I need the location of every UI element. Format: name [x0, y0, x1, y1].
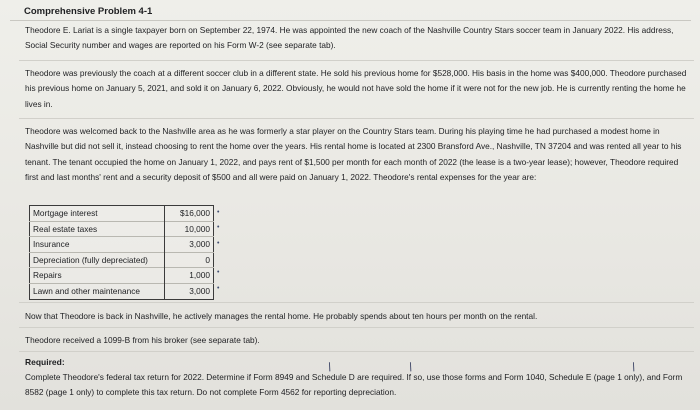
handwritten-check-mark: /	[325, 359, 334, 375]
expense-label: Depreciation (fully depreciated)	[30, 252, 165, 268]
expense-amount: 3,000	[165, 283, 214, 299]
rental-expenses-table	[29, 205, 214, 300]
problem-title: Comprehensive Problem 4-1	[24, 6, 153, 17]
pen-mark: •	[217, 224, 220, 231]
paragraph-divider	[19, 60, 694, 61]
pen-mark: •	[217, 269, 220, 276]
paragraph-previous-home: Theodore was previously the coach at a different soccer club in a different state. He sold his previous home for $528,000. His basis in the home was $400,000. Theodore purchased his previous home on January 5, 2021, and sold it on January 6, 2022. Obviously, he would not have sold the home if it were not for the new job. He is currently renting the home he lives in.	[25, 68, 687, 109]
problem-header	[10, 2, 691, 21]
expense-label: Mortgage interest	[33, 208, 98, 218]
table-row	[30, 268, 214, 284]
required-instructions: Complete Theodore's federal tax return for 2022. Determine if Form 8949 and Schedule D are required. If so, use those forms and Form 1040, Schedule E (page 1 only), and Form 8582 (page 1 only) to complete this tax return. Do not complete Form 4562 for reporting depreciation.	[25, 372, 683, 398]
table-row	[30, 283, 214, 299]
expense-amount: 3,000	[165, 237, 214, 253]
expense-label: Lawn and other maintenance	[30, 283, 165, 299]
handwritten-check-mark: /	[406, 359, 415, 375]
table-row	[30, 221, 214, 237]
paragraph-divider	[19, 351, 694, 352]
paragraph-rental-home: Theodore was welcomed back to the Nashville area as he was formerly a star player on the Country Stars team. During his playing time he had purchased a modest home in Nashville but did not sell it, instead choosing to rent the home over the years. His rental home is located at 2300 Bransford Ave., Nashville, TN 37204 and was rented all year to his tenant. The tenant occupied the home on January 1, 2022, and pays rent of $1,500 per month for each month of 2022 (the lease is a two-year lease); however, Theodore required first and last months' rent and a security deposit of $500 and all were paid on January 1, 2022. Theodore's rental expenses for the year are:	[25, 126, 682, 182]
table-row	[30, 206, 214, 222]
handwritten-check-mark: /	[629, 359, 638, 375]
expense-amount: $16,000	[165, 206, 214, 222]
paragraph-divider	[19, 327, 694, 328]
paragraph-1099-b: Theodore received a 1099-B from his broker (see separate tab).	[25, 335, 260, 345]
table-row	[30, 237, 214, 253]
expense-label: Real estate taxes	[30, 221, 165, 237]
paragraph-active-management: Now that Theodore is back in Nashville, he actively manages the rental home. He probably spends about ten hours per month on the rental.	[25, 311, 538, 321]
expense-amount: 10,000	[165, 221, 214, 237]
pen-mark: •	[217, 285, 220, 292]
expense-amount: 0	[165, 252, 214, 268]
expense-label: Insurance	[30, 237, 165, 253]
paragraph-divider	[19, 118, 694, 119]
paragraph-taxpayer-info: Theodore E. Lariat is a single taxpayer born on September 22, 1974. He was appointed the new coach of the Nashville Country Stars soccer team in January 2022. His address, Social Security number and wages are reported on his Form W-2 (see separate tab).	[25, 25, 674, 51]
table-row	[30, 252, 214, 268]
pen-mark: •	[217, 209, 220, 216]
paragraph-divider	[19, 302, 694, 303]
required-heading: Required:	[25, 357, 65, 367]
pen-mark: •	[217, 240, 220, 247]
expense-amount: 1,000	[165, 268, 214, 284]
expense-label: Repairs	[30, 268, 165, 284]
